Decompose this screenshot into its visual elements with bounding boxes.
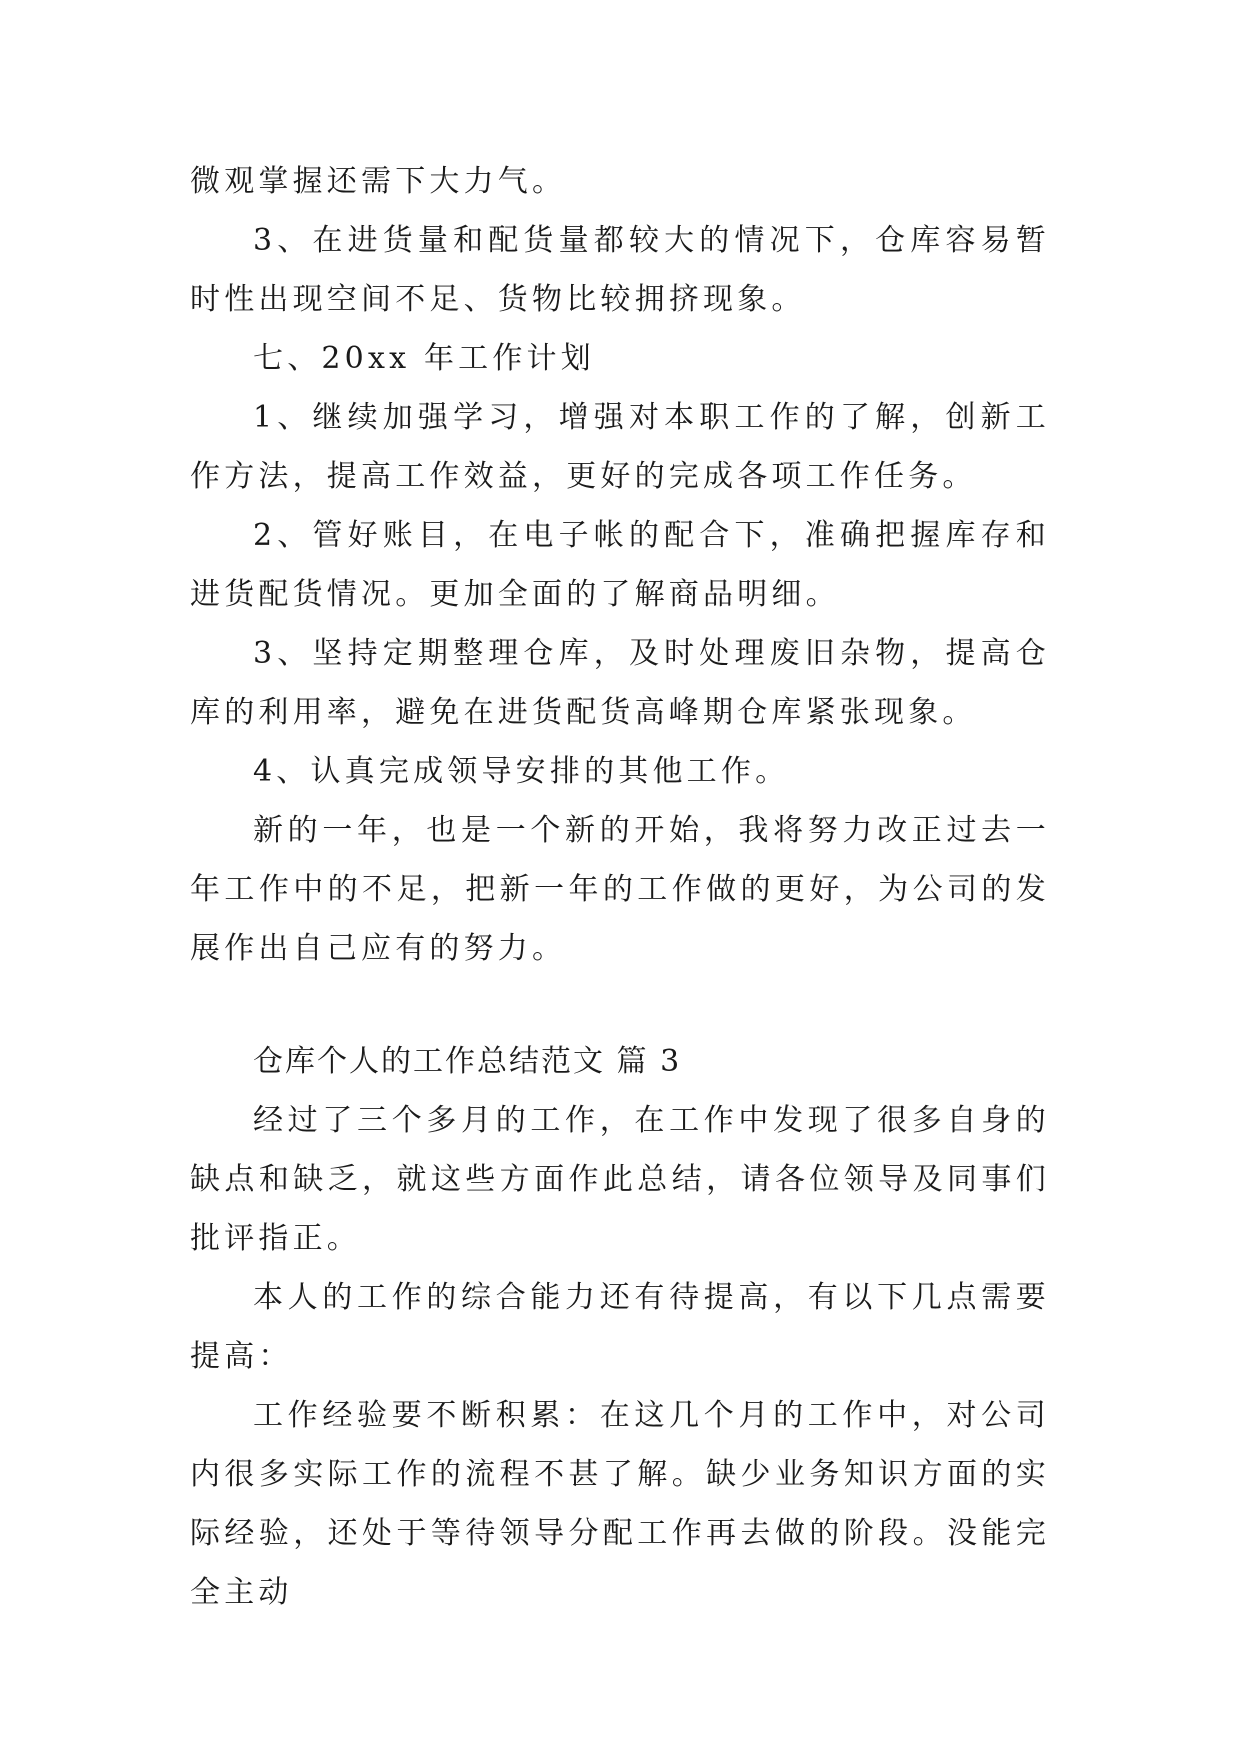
paragraph: 新的一年，也是一个新的开始，我将努力改正过去一年工作中的不足，把新一年的工作做的更好，为公司的发展作出自己应有的努力。 <box>190 813 1050 966</box>
paragraph: 3、在进货量和配货量都较大的情况下，仓库容易暂时性出现空间不足、货物比较拥挤现象。 <box>190 223 1050 317</box>
paragraph: 微观掌握还需下大力气。 <box>190 164 567 199</box>
section-heading: 七、20xx 年工作计划 <box>253 341 595 376</box>
paragraph: 本人的工作的综合能力还有待提高，有以下几点需要提高： <box>190 1280 1050 1374</box>
section-spacer <box>190 978 1050 1032</box>
paragraph: 3、坚持定期整理仓库，及时处理废旧杂物，提高仓库的利用率，避免在进货配货高峰期仓库紧张现象。 <box>190 636 1050 730</box>
paragraph: 工作经验要不断积累：在这几个月的工作中，对公司内很多实际工作的流程不甚了解。缺少业务知识方面的实际经验，还处于等待领导分配工作再去做的阶段。没能完全主动 <box>190 1398 1050 1610</box>
document-page <box>190 152 1050 1622</box>
article-title: 仓库个人的工作总结范文 篇 3 <box>253 1044 682 1079</box>
paragraph: 2、管好账目，在电子帐的配合下，准确把握库存和进货配货情况。更加全面的了解商品明细。 <box>190 518 1050 612</box>
paragraph: 4、认真完成领导安排的其他工作。 <box>253 754 790 789</box>
paragraph: 经过了三个多月的工作，在工作中发现了很多自身的缺点和缺乏，就这些方面作此总结，请各位领导及同事们批评指正。 <box>190 1103 1050 1256</box>
paragraph: 1、继续加强学习，增强对本职工作的了解，创新工作方法，提高工作效益，更好的完成各项工作任务。 <box>190 400 1050 494</box>
